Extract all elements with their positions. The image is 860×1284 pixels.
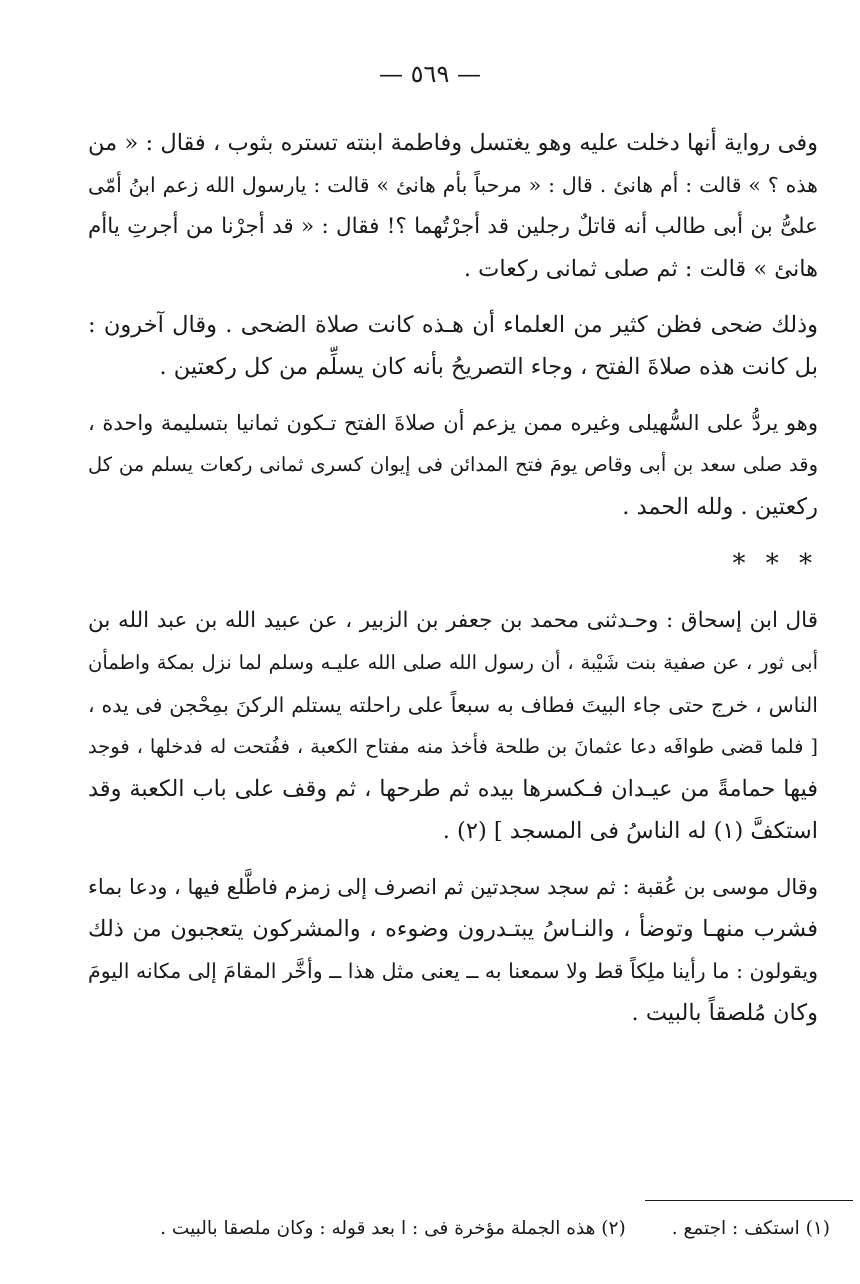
- text-line: وفى رواية أنها دخلت عليه وهو يغتسل وفاطمة ابنته تستره بثوب ، فقال : « من: [88, 130, 818, 156]
- text-line: هانئ » قالت : ثم صلى ثمانى ركعات .: [463, 256, 818, 282]
- page-number: — ٥٦٩ —: [379, 60, 481, 88]
- main-text: [88, 122, 818, 1034]
- text-line: ركعتين . ولله الحمد .: [622, 494, 818, 520]
- text-line: بل كانت هذه صلاةَ الفتح ، وجاء التصريحُ بأنه كان يسلِّم من كل ركعتين .: [159, 354, 818, 380]
- text-line: الناس ، خرج حتى جاء البيتَ فطاف به سبعاً على راحلته يستلم الركنَ بمِحْجن فى يده ،: [88, 693, 818, 717]
- text-line: ويقولون : ما رأينا ملِكاً قط ولا سمعنا به ــ يعنى مثل هذا ــ وأخَّر المقامَ إلى مكانه اليومَ: [88, 959, 818, 983]
- text-line: وكان مُلصقاً بالبيت .: [631, 1000, 818, 1026]
- text-line: علىُّ بن أبى طالب أنه قاتلٌ رجلين قد أجرْتُهما ؟! فقال : « قد أجرْنا من أجرتِ ياأم: [88, 214, 818, 239]
- paragraph-ibn-ishaq: [88, 600, 818, 852]
- text-line: فيها حمامةً من عيـدان فـكسرها بيده ثم طرحها ، ثم وقف على باب الكعبة وقد: [88, 776, 818, 802]
- text-line: [ فلما قضى طوافَه دعا عثمانَ بن طلحة فأخذ منه مفتاح الكعبة ، ففُتحت له فدخلها ، فوجد: [88, 735, 818, 758]
- text-line: وهو يردُّ على السُّهيلى وغيره ممن يزعم أن صلاةَ الفتح تـكون ثمانيا بتسليمة واحدة ،: [88, 411, 818, 435]
- text-line: استكفَّ (١) له الناسُ فى المسجد ] (٢) .: [442, 818, 818, 844]
- footnote-divider: [645, 1200, 853, 1201]
- footnote-row: [150, 1214, 830, 1244]
- paragraph-umm-hani: [88, 122, 818, 290]
- text-line: وقد صلى سعد بن أبى وقاص يومَ فتح المدائن فى إيوان كسرى ثمانى ركعات يسلم من كل: [88, 453, 818, 476]
- text-line: وذلك ضحى فظن كثير من العلماء أن هـذه كانت صلاة الضحى . وقال آخرون :: [88, 312, 818, 338]
- footnote-2: (٢) هذه الجملة مؤخرة فى : ا بعد قوله : وكان ملصقا بالبيت .: [160, 1218, 626, 1239]
- text-line: وقال موسى بن عُقبة : ثم سجد سجدتين ثم انصرف إلى زمزم فاطَّلع فيها ، ودعا بماء: [88, 875, 818, 899]
- footnote-1: (١) استكف : اجتمع .: [671, 1218, 830, 1239]
- paragraph-suhayli: [88, 402, 818, 528]
- text-line: أبى ثور ، عن صفية بنت شَيْبة ، أن رسول الله صلى الله عليـه وسلم لما نزل بمكة واطمأن: [88, 651, 818, 674]
- text-line: قال ابن إسحاق : وحـدثنى محمد بن جعفر بن الزبير ، عن عبيد الله بن عبد الله بن: [88, 608, 818, 633]
- section-separator: * * *: [732, 549, 818, 579]
- text-line: فشرب منهـا وتوضأ ، والنـاسُ يبتـدرون وضوءه ، والمشركون يتعجبون من ذلك: [88, 916, 818, 942]
- paragraph-duha-prayer: [88, 304, 818, 388]
- paragraph-musa-ibn-uqba: [88, 866, 818, 1034]
- text-line: هذه ؟ » قالت : أم هانئ . قال : « مرحباً بأم هانئ » قالت : يارسول الله زعم ابنُ أمّى: [88, 173, 818, 197]
- footnotes: [150, 1214, 830, 1244]
